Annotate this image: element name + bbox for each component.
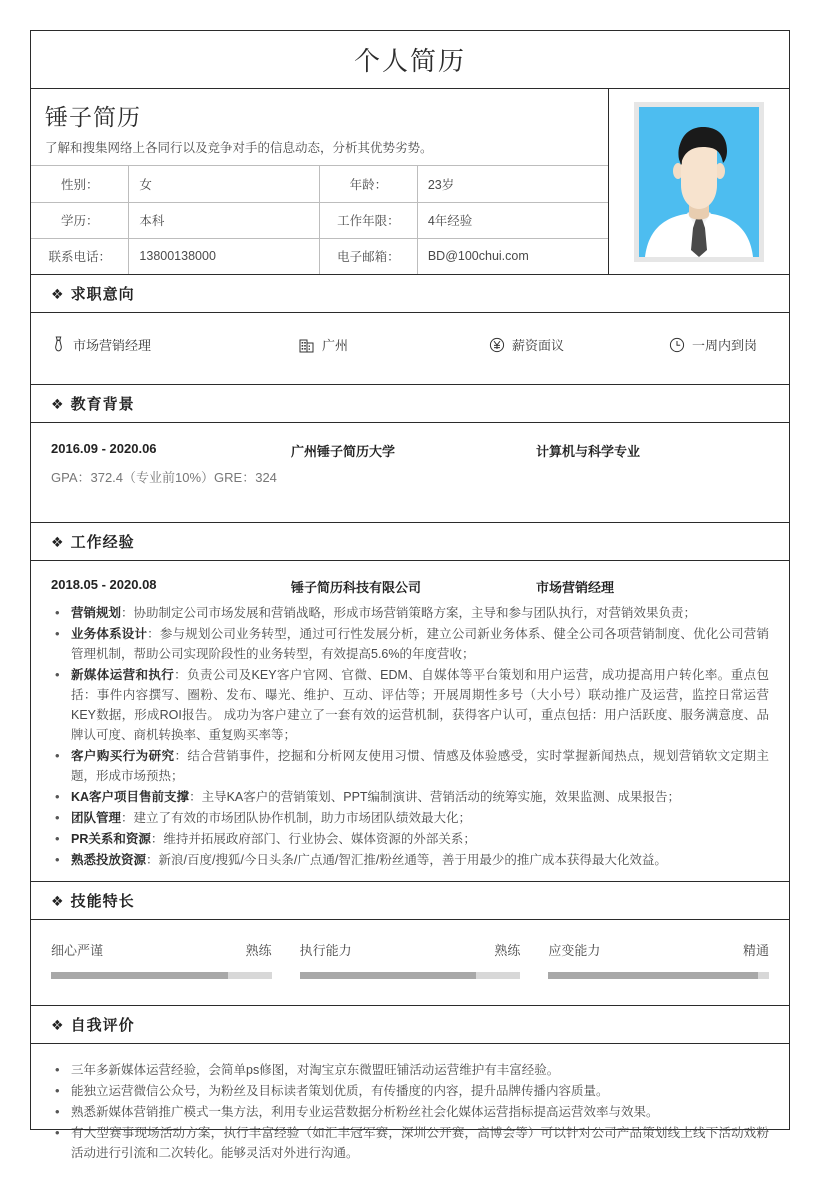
section-header bbox=[31, 385, 789, 423]
skill-item bbox=[51, 940, 272, 979]
section-work-experience bbox=[31, 523, 789, 882]
work-entry-header bbox=[51, 577, 769, 596]
skill-name: 应变能力 bbox=[548, 943, 601, 958]
bullet-text: ：建立了有效的市场团队协作机制，助力市场团队绩效最大化； bbox=[121, 811, 472, 825]
person-photo-avatar-icon bbox=[639, 107, 759, 257]
section-skills bbox=[31, 882, 789, 1006]
bullet-text: ：结合营销事件，挖掘和分析网友使用习惯、情感及体验感受，实时掌握新闻热点，规划营销软文定期主题，形成市场预热； bbox=[71, 749, 769, 783]
personal-summary: 了解和搜集网络上各同行以及竞争对手的信息动态，分析其优势劣势。 bbox=[31, 136, 608, 166]
diamond-marker-icon: ❖ bbox=[51, 533, 64, 550]
bullet-label: PR关系和资源 bbox=[71, 832, 151, 846]
page-title: 个人简历 bbox=[353, 46, 466, 76]
job-intention-position bbox=[51, 335, 299, 354]
table-row bbox=[31, 166, 608, 202]
section-body bbox=[31, 313, 789, 384]
skill-name: 细心严谨 bbox=[51, 943, 104, 958]
section-title: 技能特长 bbox=[70, 893, 135, 910]
person-name: 锤子简历 bbox=[45, 104, 141, 130]
skill-bar-track bbox=[300, 972, 521, 979]
list-item: • 三年多新媒体运营经验，会简单ps修图，对淘宝京东微盟旺铺活动运营维护有丰富经验。 bbox=[51, 1060, 769, 1080]
list-item bbox=[51, 829, 769, 849]
building-icon bbox=[299, 337, 315, 353]
field-label-phone: 联系电话： bbox=[31, 238, 129, 274]
section-body bbox=[31, 423, 789, 522]
field-value-experience-years: 4年经验 bbox=[417, 202, 608, 238]
skills-row bbox=[51, 934, 769, 983]
job-intention-salary bbox=[489, 335, 669, 354]
list-item: • 有大型赛事现场活动方案，执行丰富经验（如汇丰冠军赛，深圳公开赛，高博会等）可以针对公司产品策划线上线下活动戏粉活动进行引流和二次转化。能够灵活对外进行沟通。 bbox=[51, 1123, 769, 1163]
job-intention-label: 一周内到岗 bbox=[692, 338, 758, 353]
section-education bbox=[31, 385, 789, 523]
skill-bar-fill bbox=[51, 972, 228, 979]
field-value-education: 本科 bbox=[129, 202, 320, 238]
field-label-experience-years: 工作年限： bbox=[319, 202, 417, 238]
education-major: 计算机与科学专业 bbox=[536, 444, 641, 459]
yen-salary-icon bbox=[489, 337, 505, 353]
basic-info-table bbox=[31, 166, 608, 274]
avatar-area bbox=[609, 89, 789, 274]
section-self-evaluation bbox=[31, 1006, 789, 1178]
bullet-label: 业务体系设计 bbox=[71, 627, 148, 641]
section-body bbox=[31, 920, 789, 1005]
bullet-text: ：新浪/百度/搜狐/今日头条/广点通/智汇推/粉丝通等，善于用最少的推广成本获得最大化效益。 bbox=[146, 853, 667, 867]
education-period: 2016.09 - 2020.06 bbox=[51, 441, 157, 456]
bullet-label: 熟悉投放资源 bbox=[71, 853, 147, 867]
section-body bbox=[31, 561, 789, 881]
section-title: 自我评价 bbox=[70, 1017, 135, 1034]
self-evaluation-bullet-list bbox=[51, 1060, 769, 1163]
list-item bbox=[51, 624, 769, 664]
table-row bbox=[31, 202, 608, 238]
job-intention-label: 市场营销经理 bbox=[73, 338, 152, 353]
skill-bar-track bbox=[51, 972, 272, 979]
diamond-marker-icon: ❖ bbox=[51, 285, 64, 302]
list-item bbox=[51, 808, 769, 828]
section-header bbox=[31, 275, 789, 313]
bullet-label: 团队管理 bbox=[71, 811, 122, 825]
list-item bbox=[51, 603, 769, 623]
skill-level: 精通 bbox=[743, 943, 770, 958]
identity-block bbox=[31, 89, 789, 275]
work-bullet-list bbox=[51, 603, 769, 870]
diamond-marker-icon: ❖ bbox=[51, 395, 64, 412]
job-intention-city bbox=[299, 335, 489, 354]
field-label-gender: 性别： bbox=[31, 166, 129, 202]
list-item bbox=[51, 665, 769, 745]
section-body bbox=[31, 1044, 789, 1178]
skill-level: 熟练 bbox=[494, 943, 521, 958]
table-row bbox=[31, 238, 608, 274]
section-header bbox=[31, 882, 789, 920]
diamond-marker-icon: ❖ bbox=[51, 892, 64, 909]
skill-bar-track bbox=[548, 972, 769, 979]
clock-icon bbox=[669, 337, 685, 353]
list-item bbox=[51, 746, 769, 786]
bullet-text: ：维持并拓展政府部门、行业协会、媒体资源的外部关系； bbox=[150, 832, 476, 846]
skill-labels bbox=[548, 940, 769, 959]
skill-labels bbox=[300, 940, 521, 959]
job-intention-label: 薪资面议 bbox=[512, 338, 565, 353]
section-title: 教育背景 bbox=[70, 396, 135, 413]
skill-item bbox=[548, 940, 769, 979]
section-header bbox=[31, 1006, 789, 1044]
work-company: 锤子简历科技有限公司 bbox=[291, 580, 422, 595]
education-school: 广州锤子简历大学 bbox=[291, 444, 396, 459]
bullet-text: ：参与规划公司业务转型，通过可行性发展分析，建立公司新业务体系、健全公司各项营销制度、优化公司营销管理机制，帮助公司实现阶段性的业务转型，有效提高5.6%的年度营收； bbox=[71, 627, 769, 661]
education-detail: GPA：372.4（专业前10%）GRE：324 bbox=[51, 470, 277, 485]
skill-bar-fill bbox=[300, 972, 477, 979]
bullet-label: KA客户项目售前支撑 bbox=[71, 790, 190, 804]
skill-level: 熟练 bbox=[245, 943, 272, 958]
identity-details bbox=[31, 89, 609, 274]
resume-document bbox=[30, 30, 790, 1160]
work-position: 市场营销经理 bbox=[536, 580, 615, 595]
field-value-age: 23岁 bbox=[417, 166, 608, 202]
list-item: • 熟悉新媒体营销推广模式一集方法，利用专业运营数据分析粉丝社会化媒体运营指标提高运营效率与效果。 bbox=[51, 1102, 769, 1122]
skill-name: 执行能力 bbox=[299, 943, 352, 958]
education-entry-header bbox=[51, 441, 769, 460]
bullet-text: ：主导KA客户的营销策划、PPT编制演讲、营销活动的统筹实施，效果监测、成果报告； bbox=[189, 790, 681, 804]
field-label-email: 电子邮箱： bbox=[319, 238, 417, 274]
list-item bbox=[51, 787, 769, 807]
section-title: 求职意向 bbox=[70, 286, 135, 303]
field-label-age: 年龄： bbox=[319, 166, 417, 202]
name-row bbox=[31, 89, 608, 136]
section-title: 工作经验 bbox=[70, 534, 135, 551]
field-value-phone: 13800138000 bbox=[129, 238, 320, 274]
work-period: 2018.05 - 2020.08 bbox=[51, 577, 157, 592]
list-item: • 能独立运营微信公众号，为粉丝及目标读者策划优质，有传播度的内容，提升品牌传播内容质量。 bbox=[51, 1081, 769, 1101]
field-value-email: BD@100chui.com bbox=[427, 249, 529, 264]
bullet-label: 新媒体运营和执行 bbox=[71, 668, 175, 682]
diamond-marker-icon: ❖ bbox=[51, 1016, 64, 1033]
tie-icon bbox=[51, 336, 66, 353]
skill-item bbox=[300, 940, 521, 979]
bullet-text: ：协助制定公司市场发展和营销战略，形成市场营销策略方案，主导和参与团队执行，对营销效果负责； bbox=[121, 606, 697, 620]
list-item bbox=[51, 850, 769, 870]
job-intention-label: 广州 bbox=[322, 338, 349, 353]
document-title-band bbox=[31, 31, 789, 89]
skill-bar-fill bbox=[548, 972, 758, 979]
avatar bbox=[634, 102, 764, 262]
job-intention-availability bbox=[669, 335, 757, 354]
bullet-text: ：负责公司及KEY客户官网、官微、EDM、自媒体等平台策划和用户运营，成功提高用户转化率。重点包括：事件内容撰写、圈粉、发布、曝光、维护、互动、评估等；开展周期性多号（大小号）联动推广及运营，监控日常运营KEY数据，形成ROI报告。 成功为客户建立了一套有效的运营机制，获得客户认可，重点包括：用户活跃度、服务满意度、品牌认可度、商机转换率、重复购买率等； bbox=[71, 668, 769, 742]
job-intention-row bbox=[51, 327, 769, 370]
section-job-intention bbox=[31, 275, 789, 385]
section-header bbox=[31, 523, 789, 561]
skill-labels bbox=[51, 940, 272, 959]
field-label-education: 学历： bbox=[31, 202, 129, 238]
bullet-label: 客户购买行为研究 bbox=[71, 749, 175, 763]
field-value-gender: 女 bbox=[129, 166, 320, 202]
bullet-label: 营销规划 bbox=[71, 606, 122, 620]
